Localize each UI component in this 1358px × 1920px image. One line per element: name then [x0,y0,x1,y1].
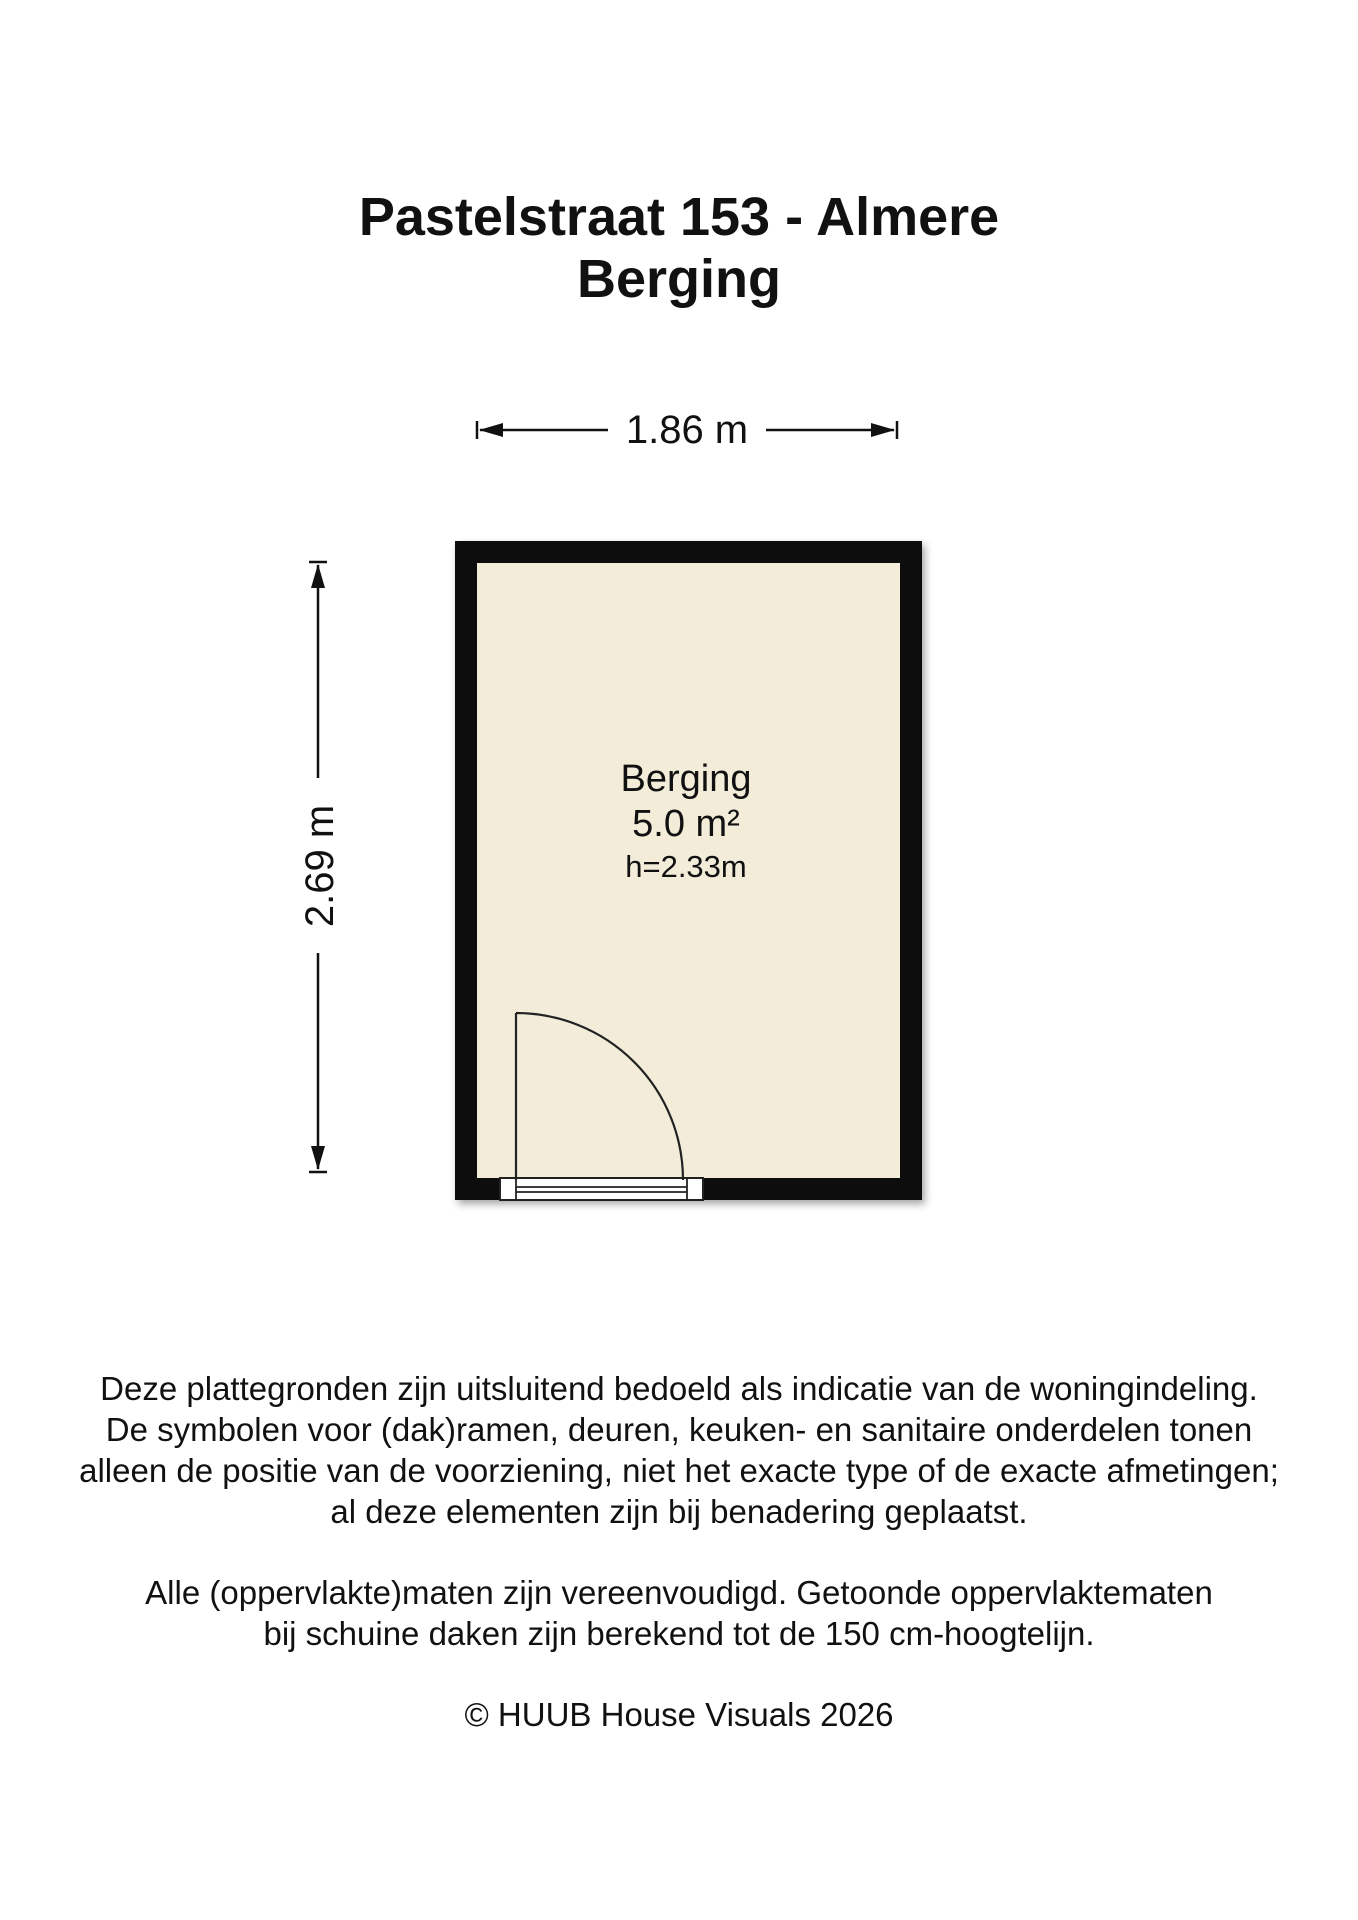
room-ceiling-height: h=2.33m [625,849,747,884]
copyright [0,1694,1358,1735]
width-label: 1.86 m [625,408,749,452]
disclaimer-line: bij schuine daken zijn berekend tot de 150 cm-hoogtelijn. [263,1615,1095,1652]
disclaimer-line: De symbolen voor (dak)ramen, deuren, keuken- en sanitaire onderdelen tonen [105,1411,1253,1448]
disclaimer-paragraph-1 [0,1368,1358,1532]
room-name: Berging [620,758,752,800]
height-arrow-top [311,564,325,588]
disclaimer-line: alleen de positie van de voorziening, niet het exacte type of de exacte afmetingen; [79,1452,1279,1489]
room-area: 5.0 m² [632,803,740,845]
disclaimer [0,1368,1358,1775]
door-opening [500,1178,703,1200]
disclaimer-line: Alle (oppervlakte)maten zijn vereenvoudigd. Getoonde oppervlaktematen [145,1574,1213,1611]
copyright-text: © HUUB House Visuals 2026 [464,1696,894,1733]
height-label: 2.69 m [298,804,342,928]
width-arrow-right [871,423,895,437]
width-arrow-left [479,423,503,437]
height-arrow-bottom [311,1146,325,1170]
address-title: Pastelstraat 153 - Almere [358,187,1000,247]
disclaimer-line: al deze elementen zijn bij benadering geplaatst. [330,1493,1028,1530]
disclaimer-paragraph-2 [0,1572,1358,1654]
disclaimer-line: Deze plattegronden zijn uitsluitend bedoeld als indicatie van de woningindeling. [100,1370,1258,1407]
floor-subtitle: Berging [576,249,781,309]
